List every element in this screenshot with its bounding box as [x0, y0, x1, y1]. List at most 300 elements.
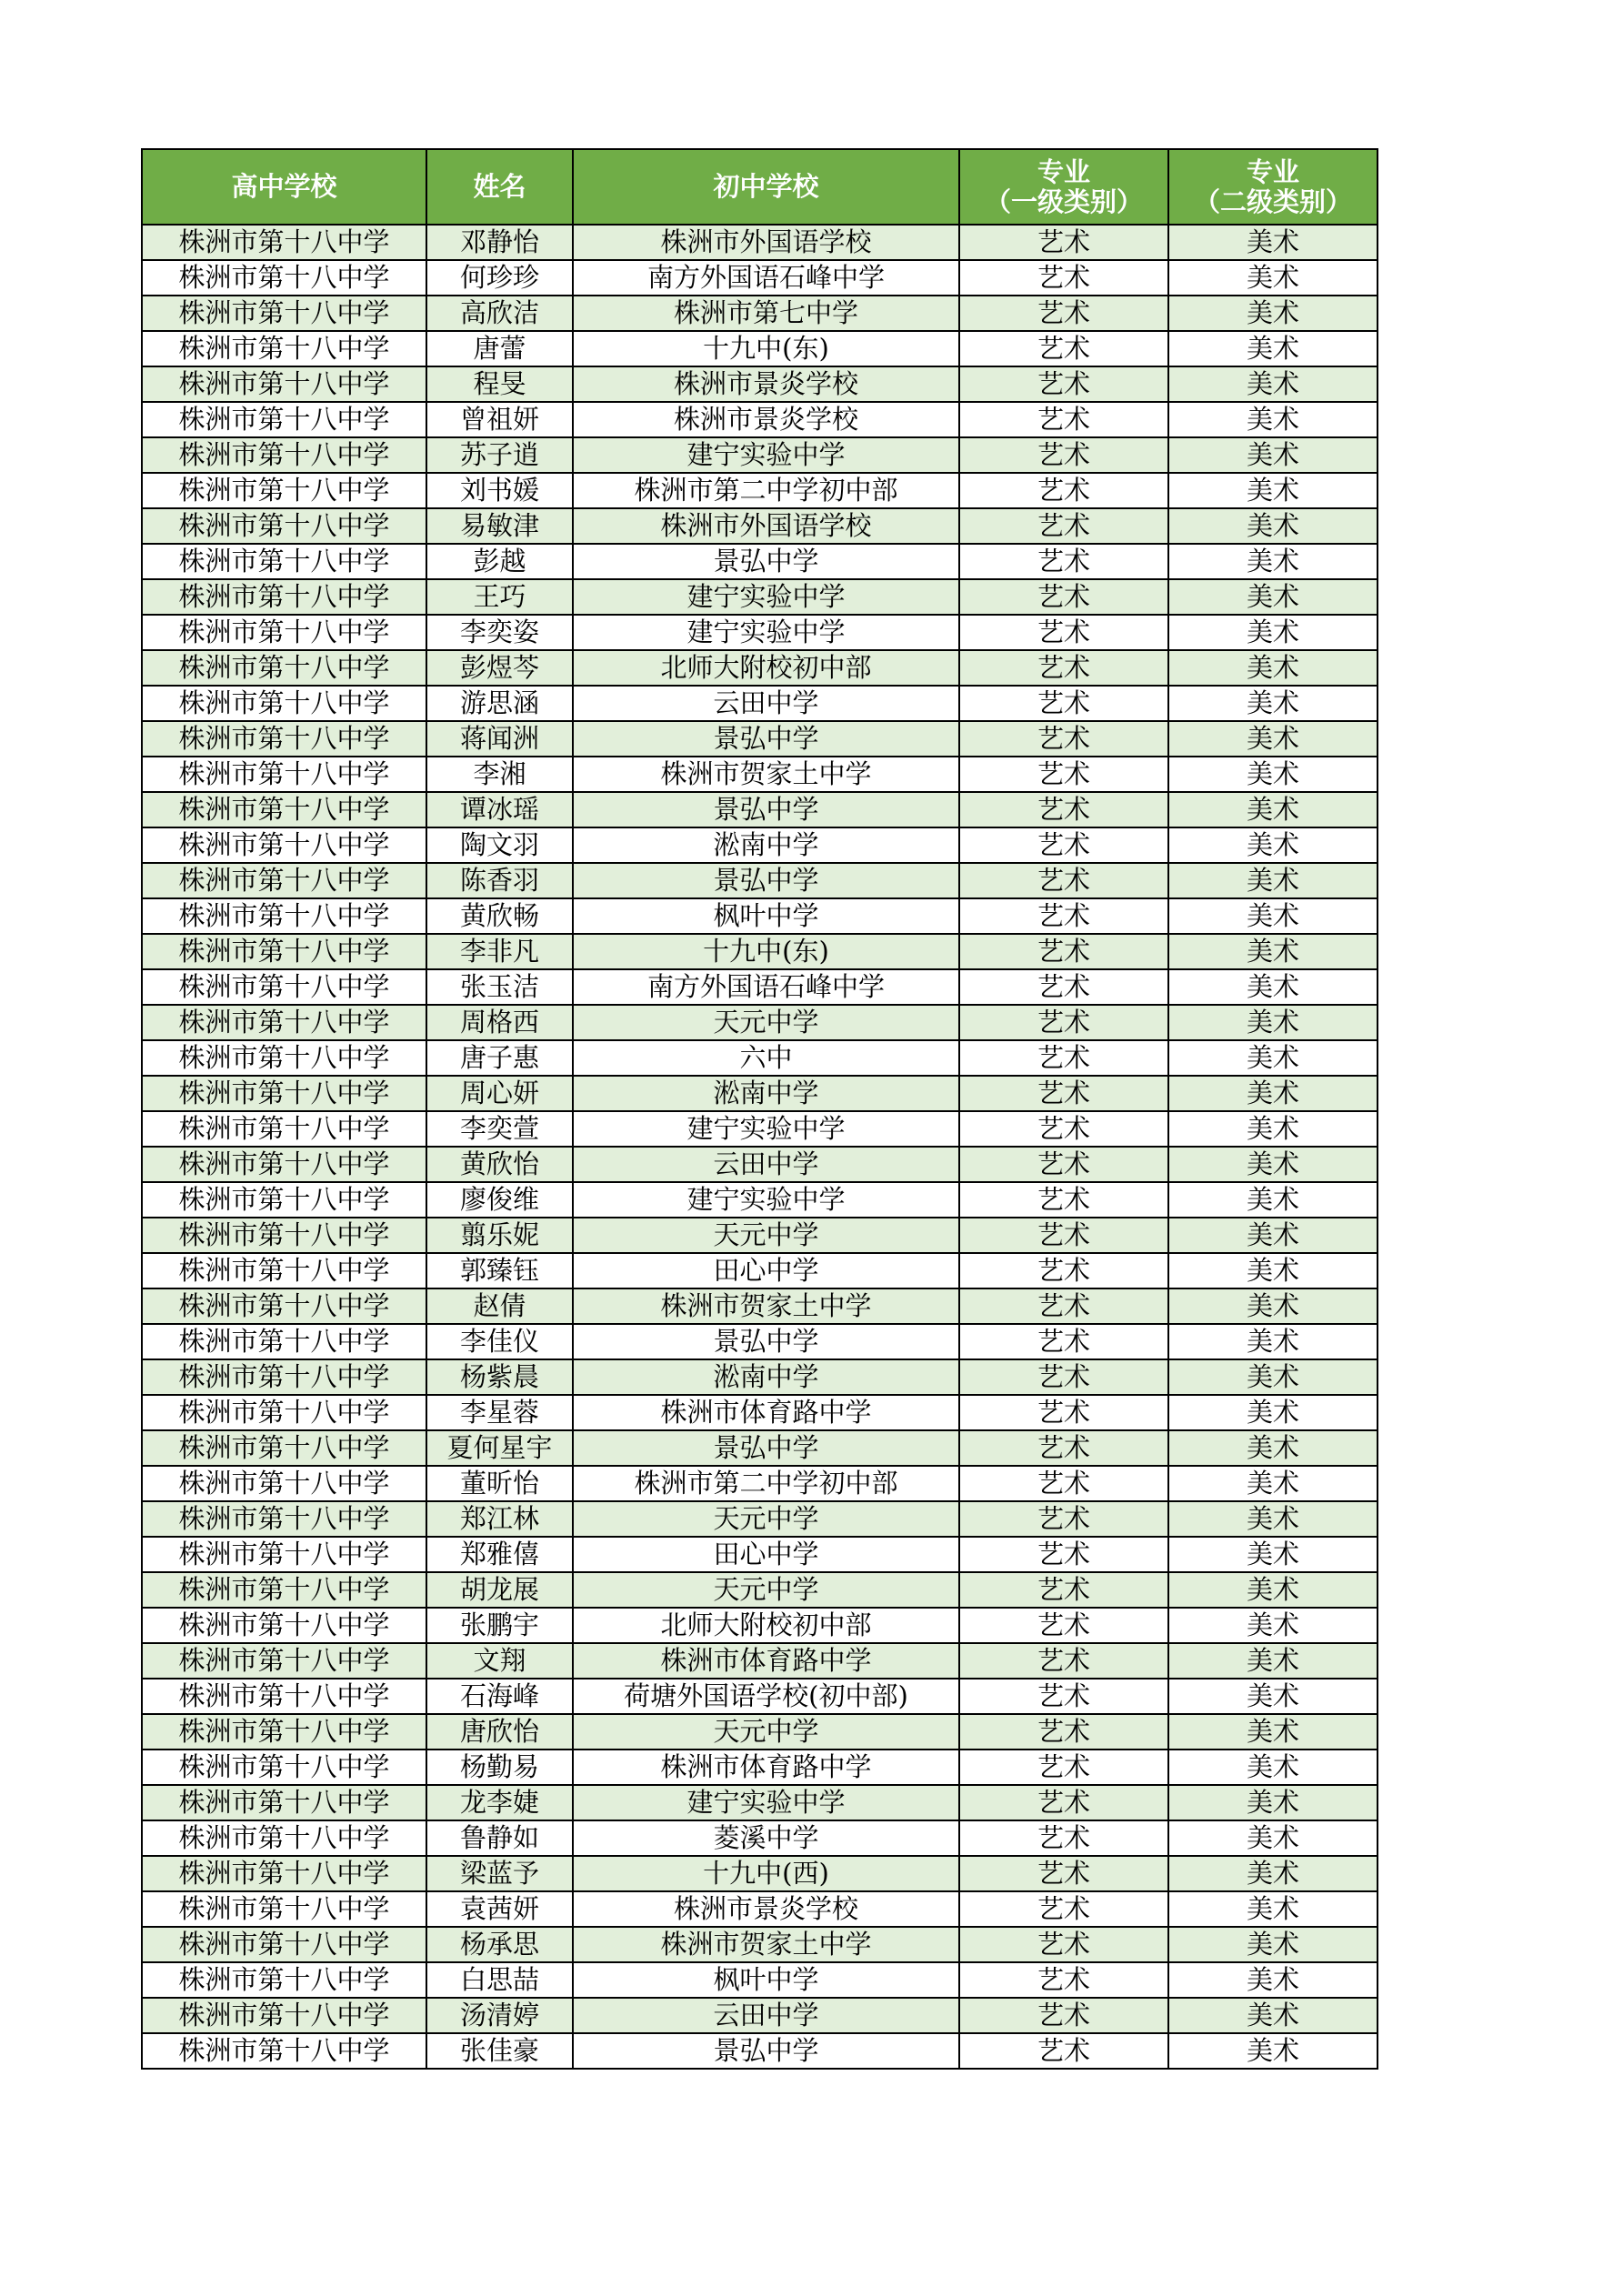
cell-high-school: 株洲市第十八中学 [142, 225, 426, 260]
header-major-level2-line2: （二级类别） [1193, 185, 1352, 217]
cell-high-school: 株洲市第十八中学 [142, 1324, 426, 1359]
table-row [142, 615, 1378, 650]
table-row [142, 1891, 1378, 1927]
cell-middle-school: 株洲市景炎学校 [573, 366, 959, 402]
cell-major-level1: 艺术 [959, 508, 1168, 544]
cell-high-school: 株洲市第十八中学 [142, 296, 426, 331]
table-row [142, 579, 1378, 615]
cell-middle-school: 建宁实验中学 [573, 1182, 959, 1218]
cell-major-level2: 美术 [1168, 473, 1378, 508]
cell-major-level2: 美术 [1168, 1288, 1378, 1324]
table-row [142, 1288, 1378, 1324]
table-row [142, 1430, 1378, 1466]
cell-major-level1: 艺术 [959, 1395, 1168, 1430]
cell-major-level2: 美术 [1168, 1998, 1378, 2033]
table-row [142, 1253, 1378, 1288]
cell-major-level1: 艺术 [959, 1537, 1168, 1572]
cell-major-level1: 艺术 [959, 1218, 1168, 1253]
cell-major-level1: 艺术 [959, 615, 1168, 650]
cell-middle-school: 景弘中学 [573, 544, 959, 579]
table-row [142, 366, 1378, 402]
cell-major-level1: 艺术 [959, 721, 1168, 757]
cell-name: 白思喆 [426, 1962, 573, 1998]
cell-major-level1: 艺术 [959, 1076, 1168, 1111]
table-row [142, 1218, 1378, 1253]
cell-middle-school: 枫叶中学 [573, 1962, 959, 1998]
cell-middle-school: 云田中学 [573, 1147, 959, 1182]
table-row [142, 934, 1378, 969]
cell-name: 彭煜芩 [426, 650, 573, 686]
cell-high-school: 株洲市第十八中学 [142, 1714, 426, 1750]
cell-major-level2: 美术 [1168, 1253, 1378, 1288]
cell-name: 曾祖妍 [426, 402, 573, 437]
cell-name: 唐蕾 [426, 331, 573, 366]
table-row [142, 1962, 1378, 1998]
cell-major-level2: 美术 [1168, 1111, 1378, 1147]
cell-major-level1: 艺术 [959, 898, 1168, 934]
cell-high-school: 株洲市第十八中学 [142, 650, 426, 686]
cell-middle-school: 南方外国语石峰中学 [573, 969, 959, 1005]
table-row [142, 792, 1378, 827]
cell-major-level1: 艺术 [959, 1288, 1168, 1324]
cell-major-level1: 艺术 [959, 473, 1168, 508]
cell-major-level2: 美术 [1168, 827, 1378, 863]
table-row [142, 508, 1378, 544]
cell-name: 袁茜妍 [426, 1891, 573, 1927]
cell-major-level2: 美术 [1168, 1182, 1378, 1218]
cell-major-level2: 美术 [1168, 650, 1378, 686]
table-row [142, 260, 1378, 296]
table-row [142, 1501, 1378, 1537]
cell-middle-school: 株洲市景炎学校 [573, 402, 959, 437]
table-row [142, 650, 1378, 686]
cell-middle-school: 株洲市外国语学校 [573, 225, 959, 260]
table-row [142, 1147, 1378, 1182]
cell-high-school: 株洲市第十八中学 [142, 1253, 426, 1288]
table-row [142, 402, 1378, 437]
cell-high-school: 株洲市第十八中学 [142, 1466, 426, 1501]
cell-major-level2: 美术 [1168, 1147, 1378, 1182]
cell-middle-school: 景弘中学 [573, 721, 959, 757]
cell-name: 张玉洁 [426, 969, 573, 1005]
cell-major-level1: 艺术 [959, 863, 1168, 898]
header-middle-school: 初中学校 [573, 149, 959, 225]
cell-major-level1: 艺术 [959, 1643, 1168, 1679]
cell-middle-school: 淞南中学 [573, 827, 959, 863]
cell-major-level1: 艺术 [959, 1005, 1168, 1040]
cell-major-level2: 美术 [1168, 1643, 1378, 1679]
cell-major-level2: 美术 [1168, 331, 1378, 366]
cell-name: 张鹏宇 [426, 1608, 573, 1643]
cell-major-level2: 美术 [1168, 366, 1378, 402]
cell-major-level2: 美术 [1168, 969, 1378, 1005]
cell-major-level1: 艺术 [959, 1820, 1168, 1856]
cell-middle-school: 景弘中学 [573, 2033, 959, 2069]
table-row [142, 1927, 1378, 1962]
cell-major-level2: 美术 [1168, 1785, 1378, 1820]
table-row [142, 1856, 1378, 1891]
cell-major-level1: 艺术 [959, 1111, 1168, 1147]
cell-name: 杨勤易 [426, 1750, 573, 1785]
cell-major-level1: 艺术 [959, 1927, 1168, 1962]
cell-middle-school: 荷塘外国语学校(初中部) [573, 1679, 959, 1714]
cell-middle-school: 枫叶中学 [573, 898, 959, 934]
table-row [142, 331, 1378, 366]
cell-major-level2: 美术 [1168, 1324, 1378, 1359]
cell-middle-school: 建宁实验中学 [573, 579, 959, 615]
cell-name: 胡龙展 [426, 1572, 573, 1608]
cell-major-level2: 美术 [1168, 437, 1378, 473]
cell-middle-school: 十九中(东) [573, 934, 959, 969]
cell-name: 梁蓝予 [426, 1856, 573, 1891]
header-major-level1 [959, 149, 1168, 225]
cell-major-level2: 美术 [1168, 1962, 1378, 1998]
header-high-school: 高中学校 [142, 149, 426, 225]
cell-middle-school: 云田中学 [573, 686, 959, 721]
cell-name: 刘书媛 [426, 473, 573, 508]
cell-major-level1: 艺术 [959, 296, 1168, 331]
header-major-level2 [1168, 149, 1378, 225]
cell-major-level2: 美术 [1168, 1891, 1378, 1927]
cell-major-level2: 美术 [1168, 1572, 1378, 1608]
cell-major-level2: 美术 [1168, 225, 1378, 260]
cell-middle-school: 天元中学 [573, 1501, 959, 1537]
cell-major-level2: 美术 [1168, 1040, 1378, 1076]
cell-major-level1: 艺术 [959, 1679, 1168, 1714]
cell-high-school: 株洲市第十八中学 [142, 721, 426, 757]
cell-name: 易敏津 [426, 508, 573, 544]
cell-major-level1: 艺术 [959, 934, 1168, 969]
cell-middle-school: 十九中(西) [573, 1856, 959, 1891]
cell-middle-school: 株洲市体育路中学 [573, 1395, 959, 1430]
table-row [142, 1466, 1378, 1501]
cell-major-level1: 艺术 [959, 1891, 1168, 1927]
table-row [142, 863, 1378, 898]
cell-name: 苏子逍 [426, 437, 573, 473]
table-row [142, 225, 1378, 260]
table-row [142, 1040, 1378, 1076]
cell-middle-school: 建宁实验中学 [573, 1785, 959, 1820]
cell-name: 赵倩 [426, 1288, 573, 1324]
cell-middle-school: 景弘中学 [573, 1324, 959, 1359]
cell-high-school: 株洲市第十八中学 [142, 1643, 426, 1679]
cell-major-level2: 美术 [1168, 260, 1378, 296]
cell-high-school: 株洲市第十八中学 [142, 1040, 426, 1076]
cell-major-level2: 美术 [1168, 1430, 1378, 1466]
cell-major-level2: 美术 [1168, 1714, 1378, 1750]
table-row [142, 1111, 1378, 1147]
cell-major-level2: 美术 [1168, 1537, 1378, 1572]
cell-middle-school: 天元中学 [573, 1218, 959, 1253]
cell-major-level2: 美术 [1168, 1359, 1378, 1395]
table-row [142, 1714, 1378, 1750]
cell-name: 鲁静如 [426, 1820, 573, 1856]
cell-major-level1: 艺术 [959, 1040, 1168, 1076]
header-name: 姓名 [426, 149, 573, 225]
cell-high-school: 株洲市第十八中学 [142, 1537, 426, 1572]
cell-middle-school: 北师大附校初中部 [573, 1608, 959, 1643]
table-row [142, 898, 1378, 934]
cell-high-school: 株洲市第十八中学 [142, 1359, 426, 1395]
cell-major-level1: 艺术 [959, 1253, 1168, 1288]
cell-high-school: 株洲市第十八中学 [142, 1430, 426, 1466]
cell-major-level2: 美术 [1168, 1076, 1378, 1111]
cell-name: 周心妍 [426, 1076, 573, 1111]
cell-high-school: 株洲市第十八中学 [142, 1005, 426, 1040]
cell-major-level2: 美术 [1168, 1218, 1378, 1253]
cell-high-school: 株洲市第十八中学 [142, 934, 426, 969]
table-body [142, 225, 1378, 2069]
table-row [142, 969, 1378, 1005]
cell-major-level1: 艺术 [959, 1147, 1168, 1182]
cell-middle-school: 建宁实验中学 [573, 1111, 959, 1147]
cell-name: 程旻 [426, 366, 573, 402]
cell-name: 黄欣畅 [426, 898, 573, 934]
table-row [142, 2033, 1378, 2069]
header-major-level1-line1: 专业 [1037, 155, 1090, 187]
cell-middle-school: 株洲市第二中学初中部 [573, 473, 959, 508]
cell-major-level2: 美术 [1168, 757, 1378, 792]
table-row [142, 1998, 1378, 2033]
cell-major-level1: 艺术 [959, 1501, 1168, 1537]
table-row [142, 1785, 1378, 1820]
cell-major-level2: 美术 [1168, 1927, 1378, 1962]
cell-major-level1: 艺术 [959, 1608, 1168, 1643]
cell-major-level1: 艺术 [959, 1182, 1168, 1218]
cell-high-school: 株洲市第十八中学 [142, 1147, 426, 1182]
cell-high-school: 株洲市第十八中学 [142, 366, 426, 402]
cell-name: 邓静怡 [426, 225, 573, 260]
cell-major-level2: 美术 [1168, 686, 1378, 721]
cell-major-level2: 美术 [1168, 1466, 1378, 1501]
cell-middle-school: 天元中学 [573, 1005, 959, 1040]
cell-middle-school: 菱溪中学 [573, 1820, 959, 1856]
cell-name: 唐子惠 [426, 1040, 573, 1076]
cell-major-level2: 美术 [1168, 402, 1378, 437]
cell-major-level1: 艺术 [959, 1750, 1168, 1785]
cell-high-school: 株洲市第十八中学 [142, 1856, 426, 1891]
cell-major-level2: 美术 [1168, 1005, 1378, 1040]
table-row [142, 1395, 1378, 1430]
cell-name: 文翔 [426, 1643, 573, 1679]
table-row [142, 1182, 1378, 1218]
cell-high-school: 株洲市第十八中学 [142, 792, 426, 827]
cell-major-level1: 艺术 [959, 1714, 1168, 1750]
cell-major-level1: 艺术 [959, 579, 1168, 615]
header-major-level1-line2: （一级类别） [984, 185, 1143, 217]
cell-major-level1: 艺术 [959, 544, 1168, 579]
cell-name: 夏何星宇 [426, 1430, 573, 1466]
header-major-level2-line1: 专业 [1246, 155, 1299, 187]
cell-middle-school: 株洲市贺家土中学 [573, 1288, 959, 1324]
cell-name: 陈香羽 [426, 863, 573, 898]
cell-middle-school: 十九中(东) [573, 331, 959, 366]
cell-high-school: 株洲市第十八中学 [142, 757, 426, 792]
header-row [142, 149, 1378, 225]
cell-major-level1: 艺术 [959, 969, 1168, 1005]
cell-high-school: 株洲市第十八中学 [142, 1111, 426, 1147]
cell-high-school: 株洲市第十八中学 [142, 1820, 426, 1856]
cell-major-level2: 美术 [1168, 1395, 1378, 1430]
cell-major-level2: 美术 [1168, 508, 1378, 544]
cell-middle-school: 淞南中学 [573, 1359, 959, 1395]
cell-high-school: 株洲市第十八中学 [142, 898, 426, 934]
cell-high-school: 株洲市第十八中学 [142, 1750, 426, 1785]
table-row [142, 686, 1378, 721]
table-row [142, 1608, 1378, 1643]
table-row [142, 827, 1378, 863]
cell-major-level2: 美术 [1168, 1608, 1378, 1643]
cell-major-level2: 美术 [1168, 544, 1378, 579]
cell-major-level2: 美术 [1168, 1820, 1378, 1856]
cell-major-level2: 美术 [1168, 1750, 1378, 1785]
cell-major-level2: 美术 [1168, 296, 1378, 331]
cell-middle-school: 建宁实验中学 [573, 615, 959, 650]
table-row [142, 1679, 1378, 1714]
cell-major-level1: 艺术 [959, 1324, 1168, 1359]
cell-high-school: 株洲市第十八中学 [142, 1076, 426, 1111]
table-row [142, 1537, 1378, 1572]
cell-high-school: 株洲市第十八中学 [142, 827, 426, 863]
cell-major-level1: 艺术 [959, 1998, 1168, 2033]
cell-name: 蒋闻洲 [426, 721, 573, 757]
cell-name: 高欣洁 [426, 296, 573, 331]
cell-high-school: 株洲市第十八中学 [142, 579, 426, 615]
cell-middle-school: 株洲市体育路中学 [573, 1750, 959, 1785]
cell-high-school: 株洲市第十八中学 [142, 686, 426, 721]
cell-high-school: 株洲市第十八中学 [142, 1998, 426, 2033]
cell-major-level2: 美术 [1168, 1856, 1378, 1891]
cell-name: 郑雅僖 [426, 1537, 573, 1572]
cell-middle-school: 田心中学 [573, 1537, 959, 1572]
cell-name: 李湘 [426, 757, 573, 792]
cell-name: 郑江林 [426, 1501, 573, 1537]
cell-major-level2: 美术 [1168, 721, 1378, 757]
cell-high-school: 株洲市第十八中学 [142, 969, 426, 1005]
cell-high-school: 株洲市第十八中学 [142, 331, 426, 366]
cell-name: 杨承思 [426, 1927, 573, 1962]
table-row [142, 1820, 1378, 1856]
cell-name: 陶文羽 [426, 827, 573, 863]
cell-name: 李星蓉 [426, 1395, 573, 1430]
cell-name: 李奕姿 [426, 615, 573, 650]
cell-high-school: 株洲市第十八中学 [142, 1182, 426, 1218]
cell-high-school: 株洲市第十八中学 [142, 473, 426, 508]
cell-high-school: 株洲市第十八中学 [142, 1218, 426, 1253]
cell-name: 龙李婕 [426, 1785, 573, 1820]
cell-name: 杨紫晨 [426, 1359, 573, 1395]
cell-high-school: 株洲市第十八中学 [142, 1891, 426, 1927]
cell-name: 彭越 [426, 544, 573, 579]
table-row [142, 1359, 1378, 1395]
cell-major-level2: 美术 [1168, 615, 1378, 650]
cell-high-school: 株洲市第十八中学 [142, 402, 426, 437]
cell-high-school: 株洲市第十八中学 [142, 1395, 426, 1430]
cell-major-level1: 艺术 [959, 1359, 1168, 1395]
cell-major-level2: 美术 [1168, 2033, 1378, 2069]
cell-high-school: 株洲市第十八中学 [142, 260, 426, 296]
cell-major-level1: 艺术 [959, 1466, 1168, 1501]
cell-middle-school: 景弘中学 [573, 792, 959, 827]
cell-major-level1: 艺术 [959, 366, 1168, 402]
table-row [142, 1005, 1378, 1040]
table-row [142, 757, 1378, 792]
cell-major-level1: 艺术 [959, 792, 1168, 827]
cell-major-level2: 美术 [1168, 898, 1378, 934]
cell-major-level1: 艺术 [959, 225, 1168, 260]
cell-middle-school: 株洲市第七中学 [573, 296, 959, 331]
cell-high-school: 株洲市第十八中学 [142, 1501, 426, 1537]
cell-name: 张佳豪 [426, 2033, 573, 2069]
cell-major-level2: 美术 [1168, 1679, 1378, 1714]
cell-high-school: 株洲市第十八中学 [142, 615, 426, 650]
table-row [142, 1750, 1378, 1785]
cell-high-school: 株洲市第十八中学 [142, 1962, 426, 1998]
cell-middle-school: 建宁实验中学 [573, 437, 959, 473]
cell-name: 谭冰瑶 [426, 792, 573, 827]
cell-major-level1: 艺术 [959, 437, 1168, 473]
cell-name: 李佳仪 [426, 1324, 573, 1359]
cell-name: 董昕怡 [426, 1466, 573, 1501]
cell-middle-school: 景弘中学 [573, 1430, 959, 1466]
cell-major-level2: 美术 [1168, 1501, 1378, 1537]
cell-middle-school: 淞南中学 [573, 1076, 959, 1111]
cell-name: 何珍珍 [426, 260, 573, 296]
cell-name: 郭臻钰 [426, 1253, 573, 1288]
table-row [142, 296, 1378, 331]
table-row [142, 437, 1378, 473]
cell-middle-school: 云田中学 [573, 1998, 959, 2033]
cell-middle-school: 株洲市第二中学初中部 [573, 1466, 959, 1501]
cell-high-school: 株洲市第十八中学 [142, 2033, 426, 2069]
cell-middle-school: 六中 [573, 1040, 959, 1076]
cell-high-school: 株洲市第十八中学 [142, 1679, 426, 1714]
cell-middle-school: 天元中学 [573, 1714, 959, 1750]
cell-middle-school: 天元中学 [573, 1572, 959, 1608]
cell-name: 翦乐妮 [426, 1218, 573, 1253]
cell-high-school: 株洲市第十八中学 [142, 863, 426, 898]
cell-name: 唐欣怡 [426, 1714, 573, 1750]
table-header [142, 149, 1378, 225]
cell-major-level1: 艺术 [959, 1785, 1168, 1820]
cell-major-level1: 艺术 [959, 1572, 1168, 1608]
cell-middle-school: 株洲市景炎学校 [573, 1891, 959, 1927]
cell-name: 王巧 [426, 579, 573, 615]
cell-major-level2: 美术 [1168, 934, 1378, 969]
cell-middle-school: 田心中学 [573, 1253, 959, 1288]
cell-major-level1: 艺术 [959, 1962, 1168, 1998]
cell-major-level1: 艺术 [959, 2033, 1168, 2069]
cell-major-level1: 艺术 [959, 757, 1168, 792]
cell-major-level1: 艺术 [959, 686, 1168, 721]
cell-major-level1: 艺术 [959, 1430, 1168, 1466]
cell-middle-school: 南方外国语石峰中学 [573, 260, 959, 296]
cell-high-school: 株洲市第十八中学 [142, 544, 426, 579]
cell-middle-school: 株洲市体育路中学 [573, 1643, 959, 1679]
cell-major-level1: 艺术 [959, 827, 1168, 863]
cell-major-level1: 艺术 [959, 402, 1168, 437]
cell-high-school: 株洲市第十八中学 [142, 508, 426, 544]
cell-high-school: 株洲市第十八中学 [142, 1288, 426, 1324]
cell-name: 廖俊维 [426, 1182, 573, 1218]
cell-high-school: 株洲市第十八中学 [142, 1785, 426, 1820]
cell-high-school: 株洲市第十八中学 [142, 1608, 426, 1643]
table-row [142, 1643, 1378, 1679]
cell-major-level1: 艺术 [959, 260, 1168, 296]
cell-name: 石海峰 [426, 1679, 573, 1714]
table-row [142, 1572, 1378, 1608]
table-row [142, 721, 1378, 757]
